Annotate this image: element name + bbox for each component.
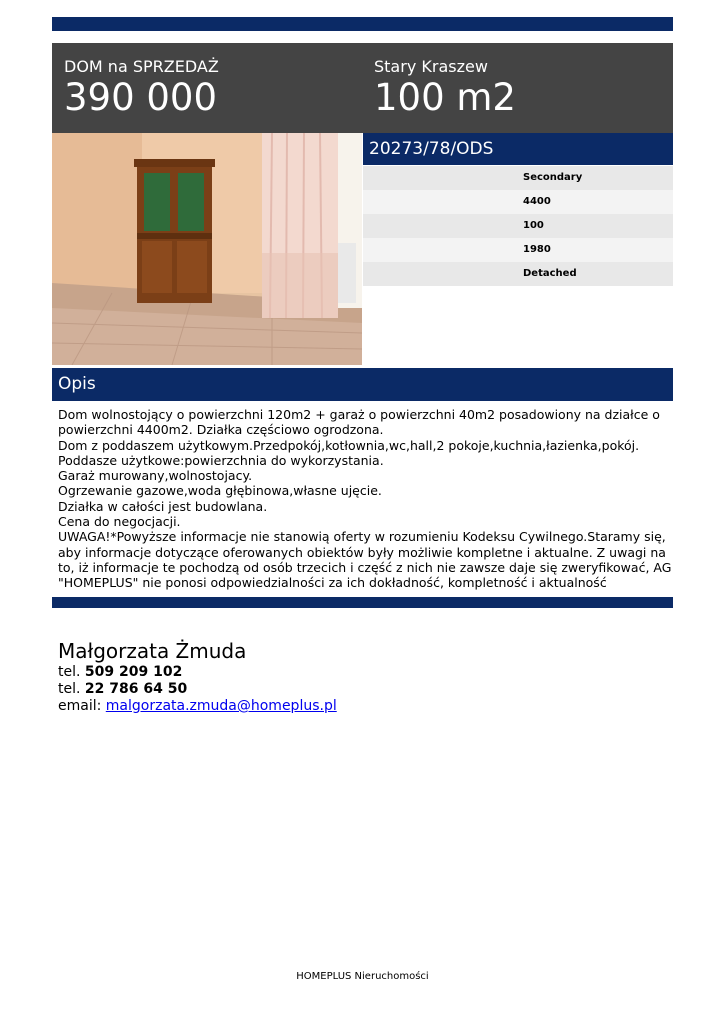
description-line: powierzchni 4400m2. Działka częściowo ogrodzona. — [58, 422, 384, 438]
property-photo — [52, 133, 362, 365]
listing-header — [52, 43, 673, 133]
phone-2[interactable]: 22 786 64 50 — [84, 681, 188, 697]
footer-text: HOMEPLUS Nieruchomości — [296, 971, 429, 982]
agent-name: Małgorzata Żmuda — [58, 639, 247, 663]
description-line: Poddasze użytkowe:powierzchnia do wykorzystania. — [58, 452, 384, 468]
email-link[interactable]: malgorzata.zmuda@homeplus.pl — [105, 698, 337, 714]
phone-line-1 — [58, 664, 337, 681]
offer-type: DOM na SPRZEDAŻ — [64, 57, 219, 76]
description-line: Działka w całości jest budowlana. — [58, 498, 268, 514]
phone-line-2 — [58, 681, 337, 698]
description-body — [58, 407, 670, 591]
agent-contact — [58, 638, 337, 715]
param-plot-area: 4400 — [363, 190, 673, 214]
description-line: Ogrzewanie gazowe,woda głębinowa,własne ujęcie. — [58, 483, 382, 499]
price: 390 000 — [64, 76, 218, 119]
top-accent-bar — [52, 17, 673, 31]
header-left — [64, 57, 219, 120]
description-line: Dom wolnostojący o powierzchni 120m2 + garaż o powierzchni 40m2 posadowiony na działce o — [58, 407, 660, 422]
tel-label: tel. — [58, 681, 81, 697]
description-line: to, iż informacje te pochodzą od osób trzecich i część z nich nie zawsze daje się zweryfikować, AG — [58, 559, 672, 575]
description-line: Cena do negocjacji. — [58, 514, 181, 530]
param-building-type: Detached — [363, 262, 673, 286]
phone-1[interactable]: 509 209 102 — [84, 664, 183, 680]
param-year-built: 1980 — [363, 238, 673, 262]
description-heading: Opis — [52, 368, 673, 401]
room-illustration — [52, 133, 362, 365]
email-line — [58, 698, 337, 715]
tel-label: tel. — [58, 664, 81, 680]
header-right — [374, 57, 516, 120]
description-line: UWAGA!*Powyższe informacje nie stanowią oferty w rozumieniu Kodeksu Cywilnego.Staramy się, — [58, 529, 666, 545]
param-usable-area: 100 — [363, 214, 673, 238]
reference-number: 20273/78/ODS — [363, 133, 673, 165]
bottom-accent-bar — [52, 597, 673, 608]
description-line: Dom z poddaszem użytkowym.Przedpokój,kotłownia,wc,hall,2 pokoje,kuchnia,łazienka,pokój. — [58, 437, 640, 453]
area: 100 m2 — [374, 76, 516, 119]
email-label: email: — [58, 698, 102, 714]
description-line: aby informacje dotyczące oferowanych obiektów były możliwie kompletne i aktualne. Z uwagi na — [58, 544, 666, 560]
description-line: "HOMEPLUS" nie ponosi odpowiedzialności za ich dokładność, kompletność i aktualność — [58, 575, 607, 591]
parameters-table — [363, 166, 673, 286]
description-line: Garaż murowany,wolnostojacy. — [58, 468, 253, 484]
location: Stary Kraszew — [374, 57, 488, 76]
param-market: Secondary — [363, 166, 673, 190]
